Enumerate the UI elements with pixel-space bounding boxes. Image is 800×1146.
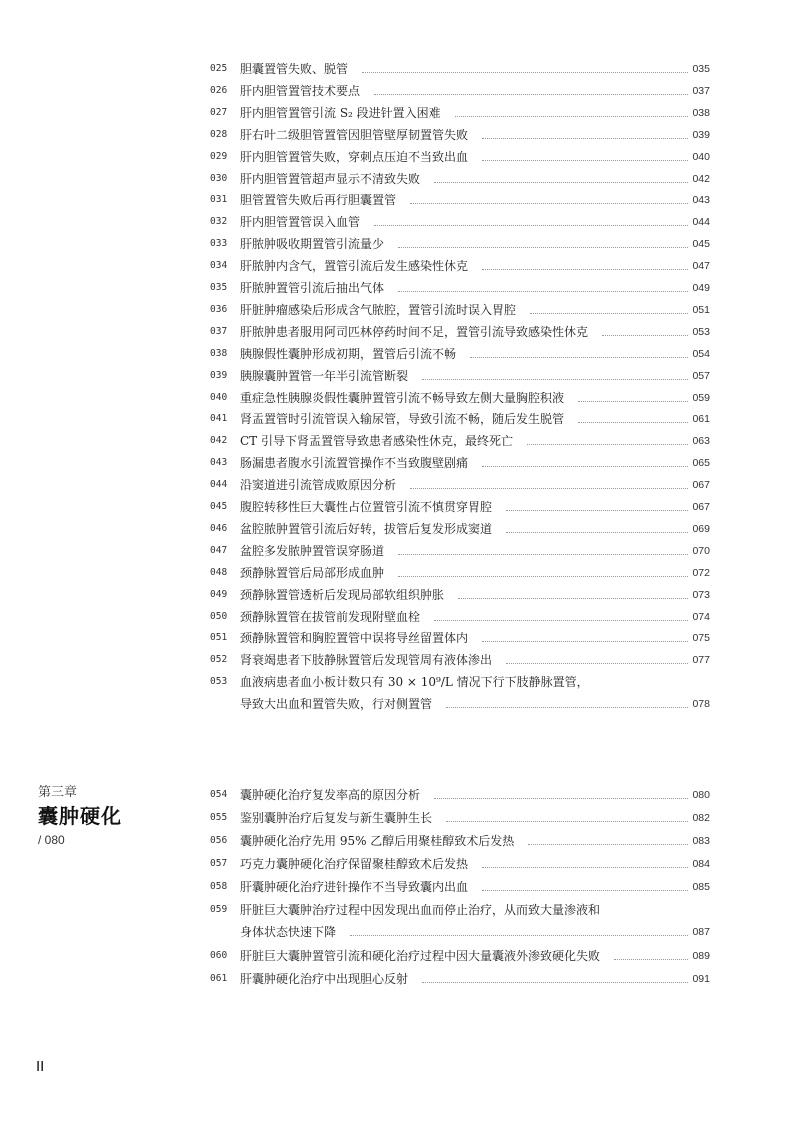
toc-entry[interactable] [210,146,710,168]
entry-page-number: 040 [692,150,710,163]
entry-page-number: 044 [692,216,710,229]
toc-entry[interactable] [210,968,710,990]
entry-number: 049 [210,588,228,600]
entry-title: 肝内胆管置管技术要点 [240,83,361,98]
leader-dots [506,662,688,664]
entry-page-number: 082 [692,812,710,824]
leader-dots [470,356,688,358]
entry-number: 054 [210,789,228,800]
entry-page-number: 039 [692,128,710,141]
entry-page-number: 057 [692,369,710,382]
entry-title: 颈静脉置管和胸腔置管中误将导丝留置体内 [240,631,469,646]
entry-title: 鉴别囊肿治疗后复发与新生囊肿生长 [240,811,433,825]
leader-dots [482,137,688,139]
entry-title: 肝囊肿硬化治疗进针操作不当导致囊内出血 [240,880,469,894]
leader-dots [482,465,688,467]
entry-title-continued: 导致大出血和置管失败，行对侧置管 [240,697,433,712]
entry-number: 034 [210,260,228,272]
chapter-heading [38,784,122,850]
leader-dots [434,797,688,799]
entry-page-number: 047 [692,260,710,273]
toc-entry[interactable] [210,452,710,474]
entry-title: 肝脓肿内含气，置管引流后发生感染性休克 [240,259,469,274]
chapter-title: 囊肿硬化 [38,804,122,828]
toc-entry[interactable] [210,387,710,409]
leader-dots [422,981,688,983]
entry-page-number: 069 [692,522,710,535]
entry-number: 051 [210,632,228,644]
leader-dots [410,202,688,204]
entry-number: 029 [210,150,228,162]
leader-dots [506,531,688,533]
page-folio: II [36,1058,45,1075]
leader-dots [410,487,688,489]
entry-page-number: 053 [692,325,710,338]
entry-page-number: 077 [692,654,710,667]
toc-entry[interactable] [210,211,710,233]
leader-dots [434,181,688,183]
leader-dots [398,290,688,292]
entry-number: 045 [210,501,228,512]
entry-number: 058 [210,881,228,892]
entry-number: 044 [210,479,228,491]
entry-page-number: 091 [692,973,710,985]
entry-number: 061 [210,973,228,984]
leader-dots [374,93,688,95]
entry-page-number: 067 [692,501,710,513]
entry-page-number: 073 [692,588,710,601]
leader-dots [527,443,688,445]
chapter-page: / 080 [38,833,65,847]
entry-number: 036 [210,303,228,315]
entry-title: 肝内胆管置管超声显示不清致失败 [240,171,421,186]
entry-title: 肾盂置管时引流管误入输尿管，导致引流不畅，随后发生脱管 [240,412,565,427]
entry-title: 颈静脉置管后局部形成血肿 [240,565,385,580]
entry-title: 肠漏患者腹水引流置管操作不当致腹壁剧痛 [240,456,469,471]
toc-entry[interactable] [210,102,710,124]
leader-dots [362,71,688,73]
entry-number: 038 [210,347,228,359]
toc-entry[interactable] [210,496,710,518]
toc-entry[interactable] [210,784,710,806]
leader-dots [482,268,688,270]
toc-entry[interactable] [210,474,710,496]
entry-number: 035 [210,282,228,293]
entry-title: CT 引导下肾盂置管导致患者感染性休克，最终死亡 [240,434,514,449]
leader-dots [422,378,688,380]
toc-entry[interactable] [210,627,710,649]
toc-entry[interactable] [210,430,710,452]
entry-page-number: 061 [692,413,710,426]
entry-page-number: 087 [692,926,710,938]
entry-title: 沿窦道进引流管成败原因分析 [240,478,397,493]
toc-entry[interactable] [210,518,710,540]
entry-title: 胰腺囊肿置管一年半引流管断裂 [240,368,409,383]
toc-entry[interactable] [210,830,710,852]
entry-title: 肝囊肿硬化治疗中出现胆心反射 [240,972,409,986]
entry-page-number: 043 [692,194,710,207]
toc-entry[interactable] [210,233,710,255]
entry-title: 颈静脉置管透析后发现局部软组织肿胀 [240,587,445,602]
toc-entry[interactable] [210,945,710,967]
entry-number: 040 [210,391,228,403]
entry-title: 腹腔转移性巨大囊性占位置管引流不慎贯穿胃腔 [240,500,493,514]
leader-dots [455,115,689,117]
entry-page-number: 037 [692,84,710,97]
entry-number: 050 [210,610,228,622]
entry-title: 肝右叶二级胆管置管因胆管壁厚韧置管失败 [240,127,469,142]
entry-page-number: 084 [692,858,710,870]
entry-title: 巧克力囊肿硬化治疗保留聚桂醇致术后发热 [240,857,469,871]
entry-number: 043 [210,457,228,469]
entry-title: 囊肿硬化治疗先用 95% 乙醇后用聚桂醇致术后发热 [240,834,515,848]
toc-entry[interactable] [210,807,710,829]
entry-page-number: 070 [692,544,710,557]
entry-title: 肝脓肿吸收期置管引流量少 [240,237,385,252]
entry-number: 053 [210,676,228,688]
toc-entry[interactable] [210,58,710,80]
entry-number: 048 [210,566,228,578]
entry-title: 盆腔脓肿置管引流后好转，拔管后复发形成窦道 [240,521,493,536]
leader-dots [482,889,688,891]
entry-title-continued: 身体状态快速下降 [240,925,337,939]
toc-entry[interactable] [210,277,710,299]
entry-page-number: 072 [692,566,710,579]
entry-page-number: 074 [692,610,710,623]
entry-page-number: 075 [692,632,710,645]
entry-number: 039 [210,369,228,381]
toc-entry[interactable] [210,876,710,898]
entry-number: 033 [210,238,228,250]
entry-title: 胰腺假性囊肿形成初期，置管后引流不畅 [240,346,457,361]
entry-number: 060 [210,950,228,961]
toc-entry[interactable] [210,321,710,343]
entry-title: 颈静脉置管在拔管前发现附壁血栓 [240,609,421,624]
toc-entry[interactable] [210,584,710,606]
entry-number: 056 [210,835,228,846]
leader-dots [578,421,688,423]
toc-entry[interactable] [210,189,710,211]
leader-dots [530,312,688,314]
toc-entry[interactable] [210,299,710,321]
entry-number: 037 [210,325,228,337]
toc-entry[interactable] [210,606,710,628]
leader-dots [374,224,688,226]
leader-dots [614,958,688,960]
entry-page-number: 083 [692,835,710,847]
entry-title: 胆囊置管失败、脱管 [240,62,349,76]
leader-dots [398,553,688,555]
entry-number: 032 [210,216,228,228]
toc-entry[interactable] [210,255,710,277]
leader-dots [434,619,688,621]
entry-page-number: 089 [692,950,710,962]
entry-page-number: 045 [692,238,710,251]
entry-number: 047 [210,544,228,556]
entry-title: 囊肿硬化治疗复发率高的原因分析 [240,788,421,802]
entry-page-number: 042 [692,172,710,185]
toc-entry[interactable] [210,343,710,365]
leader-dots [602,334,688,336]
entry-number: 026 [210,84,228,96]
entry-page-number: 054 [692,347,710,360]
leader-dots [506,509,688,511]
entry-title: 血液病患者血小板计数只有 30 × 10⁹/L 情况下行下肢静脉置管， [240,675,589,690]
entry-number: 055 [210,812,228,823]
toc-entry[interactable] [210,365,710,387]
entry-title: 肝脏巨大囊肿治疗过程中因发现出血而停止治疗，从而致大量渗液和 [240,903,601,917]
entry-title: 肝脏巨大囊肿置管引流和硬化治疗过程中因大量囊液外渗致硬化失败 [240,949,601,963]
leader-dots [482,640,688,642]
entry-title: 肝内胆管置管引流 S₂ 段进针置入困难 [240,105,441,120]
entry-title: 重症急性胰腺炎假性囊肿置管引流不畅导致左侧大量胸腔积液 [240,390,565,405]
chapter-label: 第三章 [38,785,78,800]
entry-title: 肝内胆管置管失败，穿刺点压迫不当致出血 [240,149,469,164]
leader-dots [398,246,688,248]
leader-dots [578,400,688,402]
toc-entry[interactable] [210,124,710,146]
toc-entry[interactable] [210,80,710,102]
leader-dots [482,159,688,161]
entry-title: 盆腔多发脓肿置管误穿肠道 [240,543,385,558]
entry-page-number: 038 [692,106,710,119]
toc-entry[interactable] [210,853,710,875]
entry-page-number: 078 [692,698,710,711]
toc-entry[interactable] [210,168,710,190]
entry-title: 肝内胆管置管误入血管 [240,215,361,230]
leader-dots [398,575,688,577]
leader-dots [446,706,688,708]
leader-dots [528,843,688,845]
entry-page-number: 065 [692,457,710,470]
toc-entry[interactable] [210,408,710,430]
toc-entry[interactable] [210,899,710,943]
toc-entry[interactable] [210,562,710,584]
entry-title: 肝脓肿患者服用阿司匹林停药时间不足，置管引流导致感染性休克 [240,324,589,339]
entry-number: 042 [210,435,228,447]
leader-dots [350,934,688,936]
leader-dots [482,866,688,868]
entry-page-number: 059 [692,391,710,404]
entry-title: 肾衰竭患者下肢静脉置管后发现管周有液体渗出 [240,653,493,668]
toc-entry[interactable] [210,649,710,671]
entry-title: 肝脓肿置管引流后抽出气体 [240,281,385,295]
entry-number: 057 [210,858,228,869]
entry-page-number: 049 [692,282,710,294]
leader-dots [458,597,688,599]
entry-number: 025 [210,63,228,74]
entry-number: 031 [210,194,228,206]
entry-number: 028 [210,128,228,140]
entry-page-number: 085 [692,881,710,893]
entry-page-number: 035 [692,63,710,75]
entry-number: 030 [210,172,228,184]
entry-title: 肝脏肿瘤感染后形成含气脓腔，置管引流时误入胃腔 [240,302,517,317]
toc-entry[interactable] [210,671,710,715]
entry-number: 041 [210,413,228,425]
entry-page-number: 080 [692,789,710,801]
entry-page-number: 067 [692,479,710,492]
entry-page-number: 063 [692,435,710,448]
entry-number: 046 [210,522,228,534]
entry-number: 059 [210,904,228,915]
entry-number: 052 [210,654,228,666]
entry-number: 027 [210,106,228,118]
toc-entry[interactable] [210,540,710,562]
entry-title: 胆管置管失败后再行胆囊置管 [240,193,397,208]
entry-page-number: 051 [692,303,710,316]
leader-dots [446,820,688,822]
